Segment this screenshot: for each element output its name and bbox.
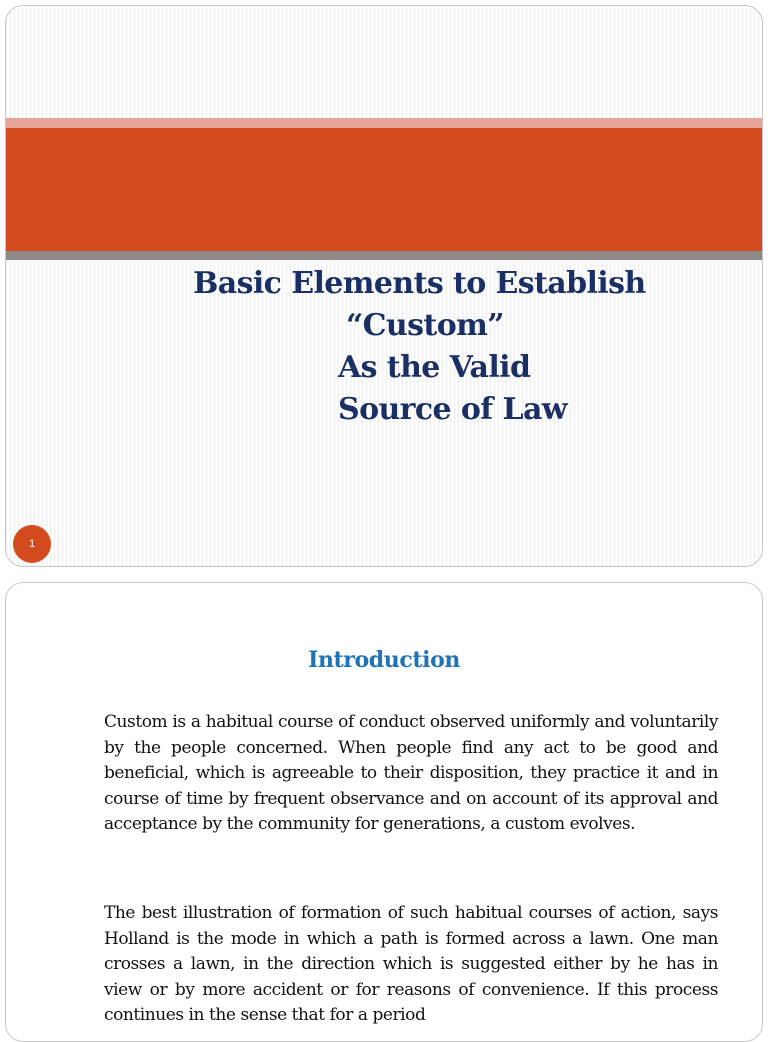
title-line: As the Valid — [338, 350, 531, 385]
section-heading: Introduction — [308, 647, 460, 673]
content-slide — [5, 582, 763, 1042]
slide-number-badge: 1 — [13, 525, 51, 563]
banner-band — [6, 128, 762, 251]
body-paragraph: Custom is a habitual course of conduct observed uniformly and voluntarily by the people concerned. When people find any act to be good and beneficial, which is agreeable to their disposition, they practice it and in course of time by frequent observance and on account of its approval and acceptance by the community for generations, a custom evolves. — [104, 712, 718, 834]
title-slide — [5, 5, 763, 567]
title-line: “Custom” — [346, 308, 504, 343]
title-line: Source of Law — [338, 392, 568, 427]
body-paragraph: The best illustration of formation of such habitual courses of action, says Holland is the mode in which a path is formed across a lawn. One man crosses a lawn, in the direction which is suggested either by he has in view or by more accident or for reasons of convenience. If this process continues in the sense that for a period — [104, 903, 718, 1025]
title-line: Basic Elements to Establish — [193, 266, 646, 301]
banner-divider — [6, 251, 762, 260]
